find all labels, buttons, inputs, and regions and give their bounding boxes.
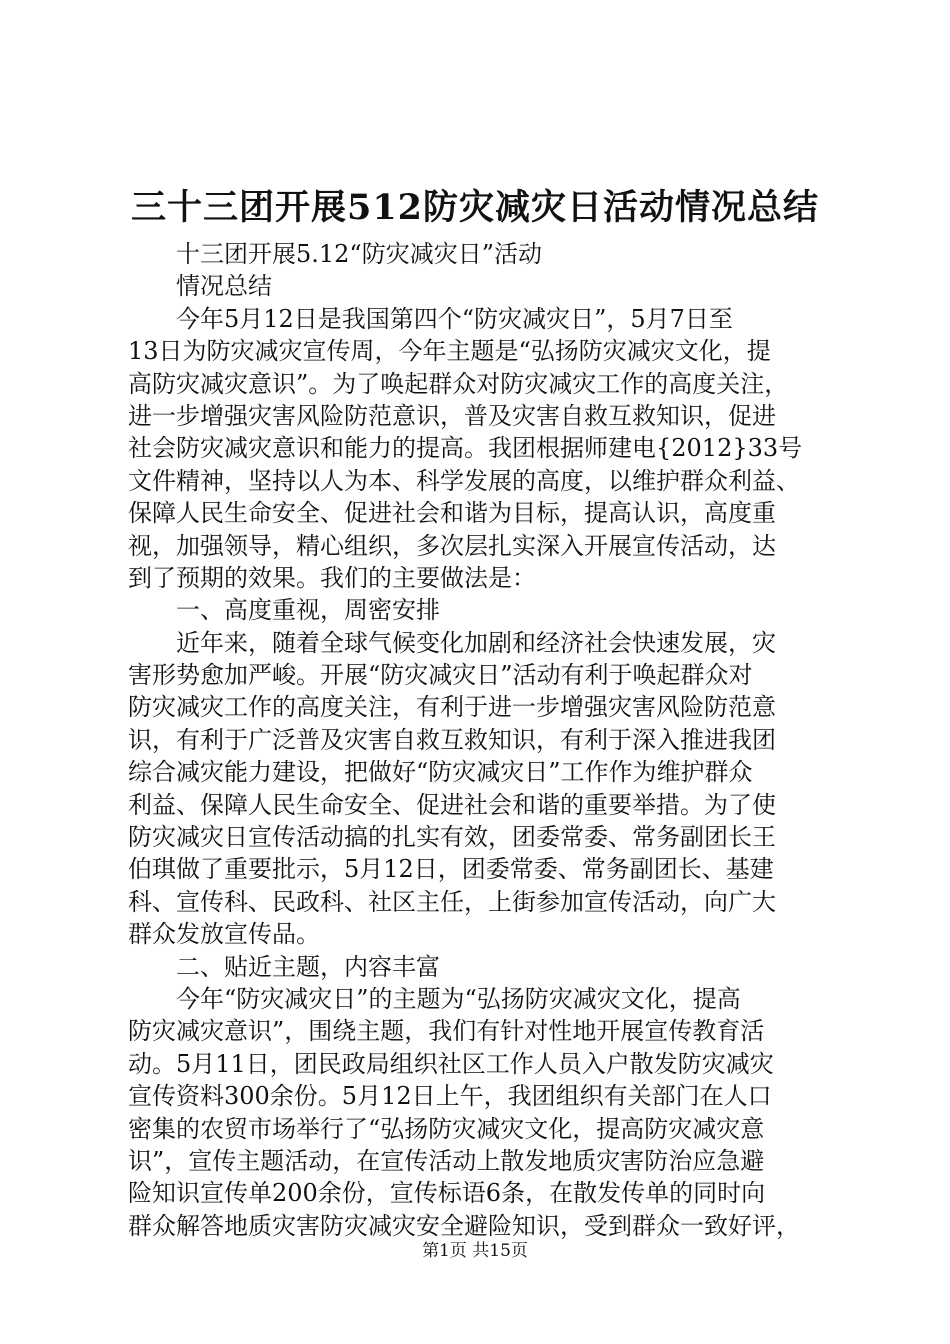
body-line: 情况总结	[176, 272, 272, 301]
body-line: 二、贴近主题，内容丰富	[176, 952, 440, 981]
body-line: 近年来，随着全球气候变化加剧和经济社会快速发展，灾	[176, 628, 776, 657]
body-line: 害形势愈加严峻。开展“防灾减灾日”活动有利于唤起群众对	[128, 661, 753, 690]
body-line: 识”，宣传主题活动，在宣传活动上散发地质灾害防治应急避	[128, 1146, 765, 1175]
body-line: 险知识宣传单200余份，宣传标语6条，在散发传单的同时向	[128, 1179, 766, 1208]
body-line: 到了预期的效果。我们的主要做法是：	[128, 563, 536, 592]
body-line: 十三团开展5.12“防灾减灾日”活动	[176, 240, 542, 268]
body-line: 一、高度重视，周密安排	[176, 596, 440, 625]
body-line: 社会防灾减灾意识和能力的提高。我团根据师建电{2012}33号	[128, 434, 803, 463]
body-line: 防灾减灾意识”，围绕主题，我们有针对性地开展宣传教育活	[128, 1017, 765, 1046]
body-line: 宣传资料300余份。5月12日上午，我团组织有关部门在人口	[128, 1082, 772, 1111]
body-line: 识，有利于广泛普及灾害自救互救知识，有利于深入推进我团	[128, 725, 776, 754]
body-line: 文件精神，坚持以人为本、科学发展的高度，以维护群众利益、	[128, 466, 800, 495]
body-line: 动。5月11日，团民政局组织社区工作人员入户散发防灾减灾	[128, 1049, 774, 1078]
document-body	[128, 238, 828, 1242]
body-line: 综合减灾能力建设，把做好“防灾减灾日”工作作为维护群众	[128, 758, 753, 787]
body-line: 13日为防灾减灾宣传周，今年主题是“弘扬防灾减灾文化，提	[128, 337, 771, 366]
document-title: 三十三团开展512防灾减灾日活动情况总结	[130, 187, 820, 228]
body-line: 今年5月12日是我国第四个“防灾减灾日”，5月7日至	[176, 304, 733, 333]
body-line: 进一步增强灾害风险防范意识，普及灾害自救互救知识，促进	[128, 401, 776, 430]
body-line: 伯琪做了重要批示，5月12日，团委常委、常务副团长、基建	[128, 855, 774, 884]
body-line: 防灾减灾工作的高度关注，有利于进一步增强灾害风险防范意	[128, 693, 776, 722]
body-line: 利益、保障人民生命安全、促进社会和谐的重要举措。为了使	[128, 790, 776, 819]
body-line: 群众发放宣传品。	[128, 920, 320, 949]
body-line: 群众解答地质灾害防灾减灾安全避险知识，受到群众一致好评，	[128, 1211, 800, 1240]
page-footer: 第1页 共15页	[422, 1241, 528, 1261]
body-line: 视，加强领导，精心组织，多次层扎实深入开展宣传活动，达	[128, 531, 776, 560]
body-line: 今年“防灾减灾日”的主题为“弘扬防灾减灾文化，提高	[176, 984, 741, 1013]
body-line: 防灾减灾日宣传活动搞的扎实有效，团委常委、常务副团长王	[128, 823, 776, 852]
body-line: 高防灾减灾意识”。为了唤起群众对防灾减灾工作的高度关注，	[128, 369, 789, 398]
body-line: 保障人民生命安全、促进社会和谐为目标，提高认识，高度重	[128, 499, 776, 528]
body-line: 密集的农贸市场举行了“弘扬防灾减灾文化，提高防灾减灾意	[128, 1114, 765, 1143]
body-line: 科、宣传科、民政科、社区主任，上街参加宣传活动，向广大	[128, 887, 776, 916]
